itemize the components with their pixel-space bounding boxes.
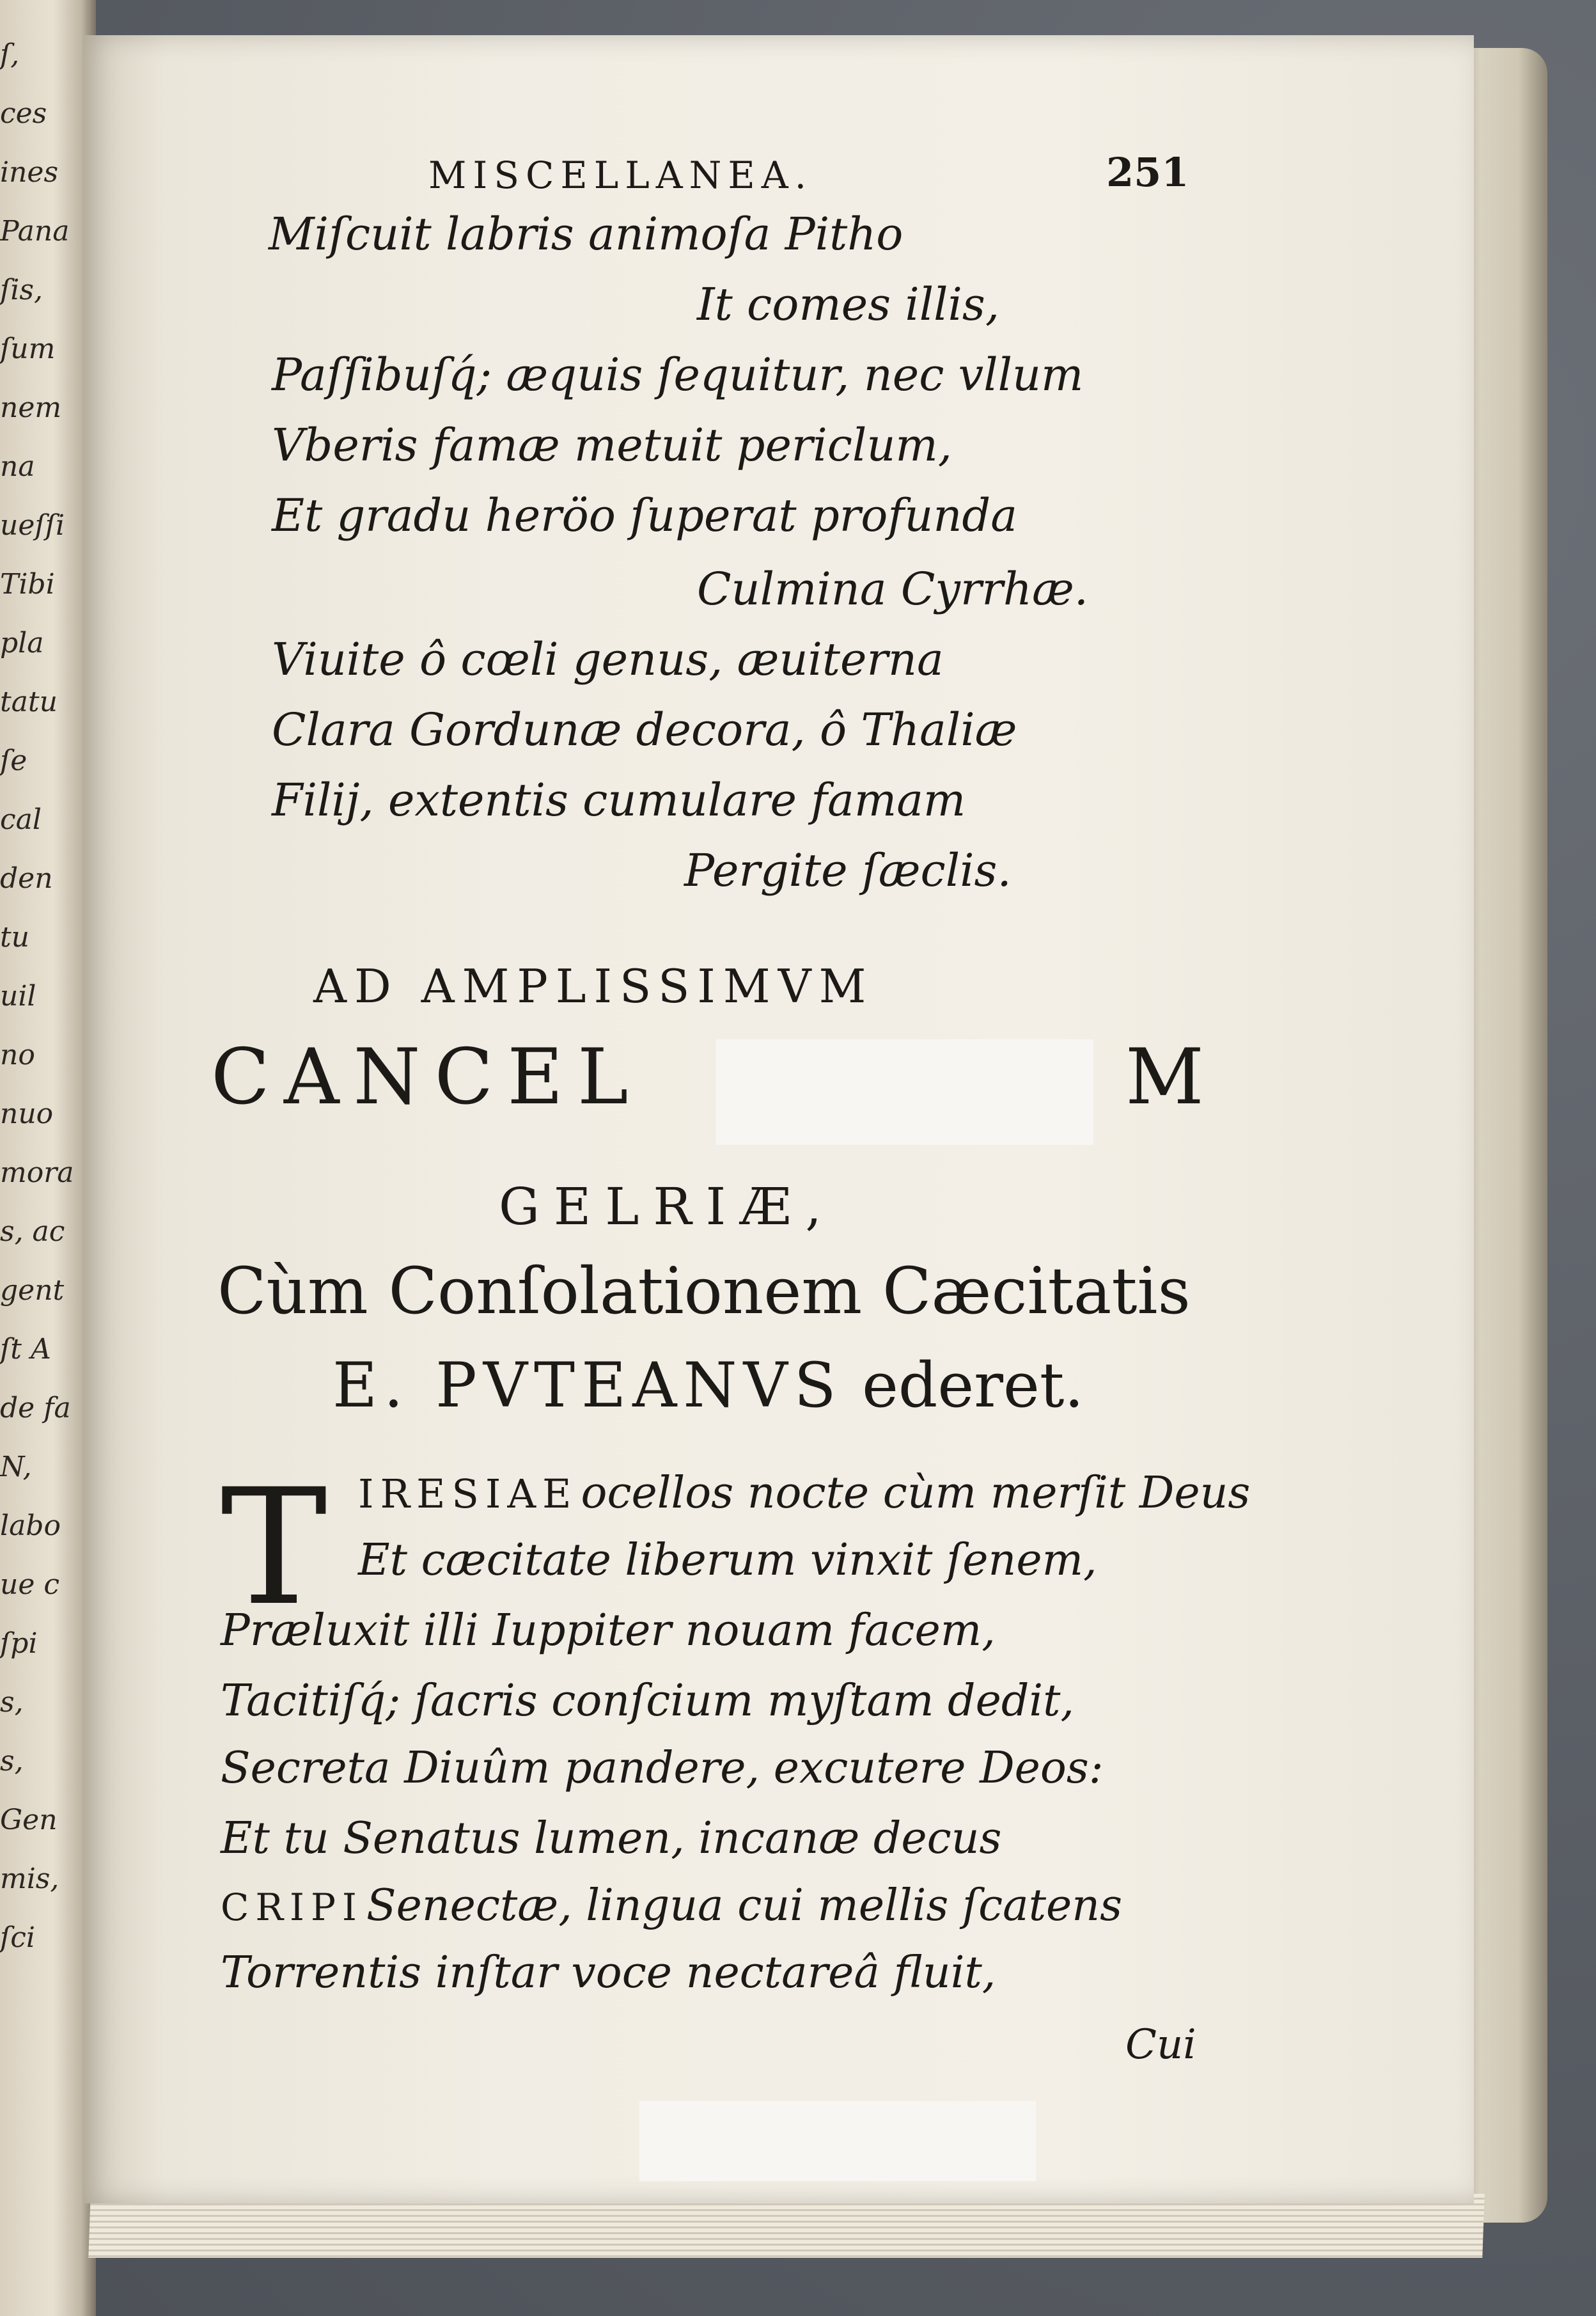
page-number: 251 xyxy=(1106,149,1189,196)
left-page-fragment: na xyxy=(0,450,35,483)
left-page-fragment: N, xyxy=(0,1451,32,1483)
heading-line-4: Cùm Conſolationem Cæcitatis xyxy=(217,1254,1191,1328)
left-page-fragment: ſt A xyxy=(0,1333,51,1366)
cripi-line-rest: Senectæ, lingua cui mellis ſcatens xyxy=(366,1880,1122,1931)
left-page-fragment: ces xyxy=(0,97,47,130)
page-block-bottom xyxy=(88,2194,1484,2258)
stanza-line: Viuite ô cœli genus, æuiterna xyxy=(272,633,944,686)
left-page-fragment: ſci xyxy=(0,1921,35,1954)
left-page-fragment: ueſſi xyxy=(0,509,65,542)
first-line-rest: ocellos nocte cùm merſit Deus xyxy=(581,1468,1251,1518)
stanza-line: Pergite ſæclis. xyxy=(684,844,1012,897)
heading-line-5-rest: ederet. xyxy=(862,1350,1084,1421)
stanza-line: Et gradu heröo ſuperat profunda xyxy=(272,489,1017,542)
book-page xyxy=(83,35,1474,2203)
left-page-fragment: ſum xyxy=(0,333,56,365)
left-page-fragment: ſpi xyxy=(0,1627,38,1660)
poem-line: Et tu Senatus lumen, incanæ decus xyxy=(221,1813,1002,1864)
left-page-fragment: mora xyxy=(0,1156,74,1189)
stanza-line: Miſcuit labris animoſa Pitho xyxy=(269,208,904,260)
left-page-text-fragments xyxy=(0,26,90,2264)
first-word-caps: IRESIAE xyxy=(358,1470,578,1517)
heading-line-1: AD AMPLISSIMVM xyxy=(313,959,874,1013)
left-page-fragment: Pana xyxy=(0,215,70,248)
poem-line: Præluxit illi Iuppiter nouam facem, xyxy=(221,1605,996,1656)
left-facing-page-edge xyxy=(0,0,96,2316)
left-page-fragment: mis, xyxy=(0,1863,59,1895)
left-page-fragment: den xyxy=(0,862,53,895)
left-page-fragment: tu xyxy=(0,921,30,954)
stanza-line: Clara Gordunæ decora, ô Thaliæ xyxy=(272,704,1017,756)
left-page-fragment: ue c xyxy=(0,1568,60,1601)
stanza-line: Paſſibuſq́; æquis ſequitur, nec vllum xyxy=(272,349,1084,401)
left-page-fragment: labo xyxy=(0,1509,61,1542)
stanza-line: Vberis famæ metuit periclum, xyxy=(272,419,953,471)
left-page-fragment: ſ, xyxy=(0,38,20,71)
left-page-fragment: gent xyxy=(0,1274,65,1307)
heading-line-5 xyxy=(332,1350,1084,1421)
poem-line: Tacitiſq́; ſacris conſcium myſtam dedit, xyxy=(221,1676,1075,1726)
left-page-fragment: ines xyxy=(0,156,59,189)
drop-cap: T xyxy=(221,1454,327,1641)
catchword: Cui xyxy=(1125,2021,1196,2068)
left-page-fragment: ſe xyxy=(0,744,27,777)
stanza-line: Culmina Cyrrhæ. xyxy=(697,563,1089,615)
left-page-fragment: s, ac xyxy=(0,1215,65,1248)
heading-line-3: GELRIÆ, xyxy=(499,1177,836,1236)
poem-line: Et cæcitate liberum vinxit ſenem, xyxy=(358,1535,1097,1586)
stanza-line: It comes illis, xyxy=(697,278,1000,331)
cripi-caps: CRIPI xyxy=(221,1886,363,1929)
heading-line-2-left: CANCEL xyxy=(211,1033,643,1122)
left-page-fragment: cal xyxy=(0,803,42,836)
left-page-fragment: tatu xyxy=(0,686,58,718)
redaction-box xyxy=(716,1039,1093,1145)
heading-line-2-right: M xyxy=(1125,1033,1212,1122)
stanza-line: Filij, extentis cumulare famam xyxy=(272,774,966,826)
left-page-fragment: s, xyxy=(0,1745,24,1777)
left-page-fragment: nuo xyxy=(0,1098,54,1130)
left-page-fragment: pla xyxy=(0,627,44,659)
running-head: MISCELLANEA. xyxy=(428,154,813,197)
left-page-fragment: ſis, xyxy=(0,274,43,306)
left-page-fragment: Tibi xyxy=(0,568,55,601)
left-page-fragment: nem xyxy=(0,391,62,424)
poem-line-cripi xyxy=(221,1880,1122,1931)
left-page-fragment: uil xyxy=(0,980,36,1012)
left-page-fragment: no xyxy=(0,1039,35,1071)
redaction-box-bottom xyxy=(639,2101,1036,2181)
author-name: E. PVTEANVS xyxy=(332,1350,843,1421)
poem-line-1 xyxy=(358,1468,1250,1518)
poem-line: Torrentis inſtar voce nectareâ fluit, xyxy=(221,1948,996,1998)
left-page-fragment: s, xyxy=(0,1686,24,1719)
left-page-fragment: de fa xyxy=(0,1392,71,1424)
left-page-fragment: Gen xyxy=(0,1804,58,1836)
poem-line: Secreta Diuûm pandere, excutere Deos: xyxy=(221,1743,1104,1793)
